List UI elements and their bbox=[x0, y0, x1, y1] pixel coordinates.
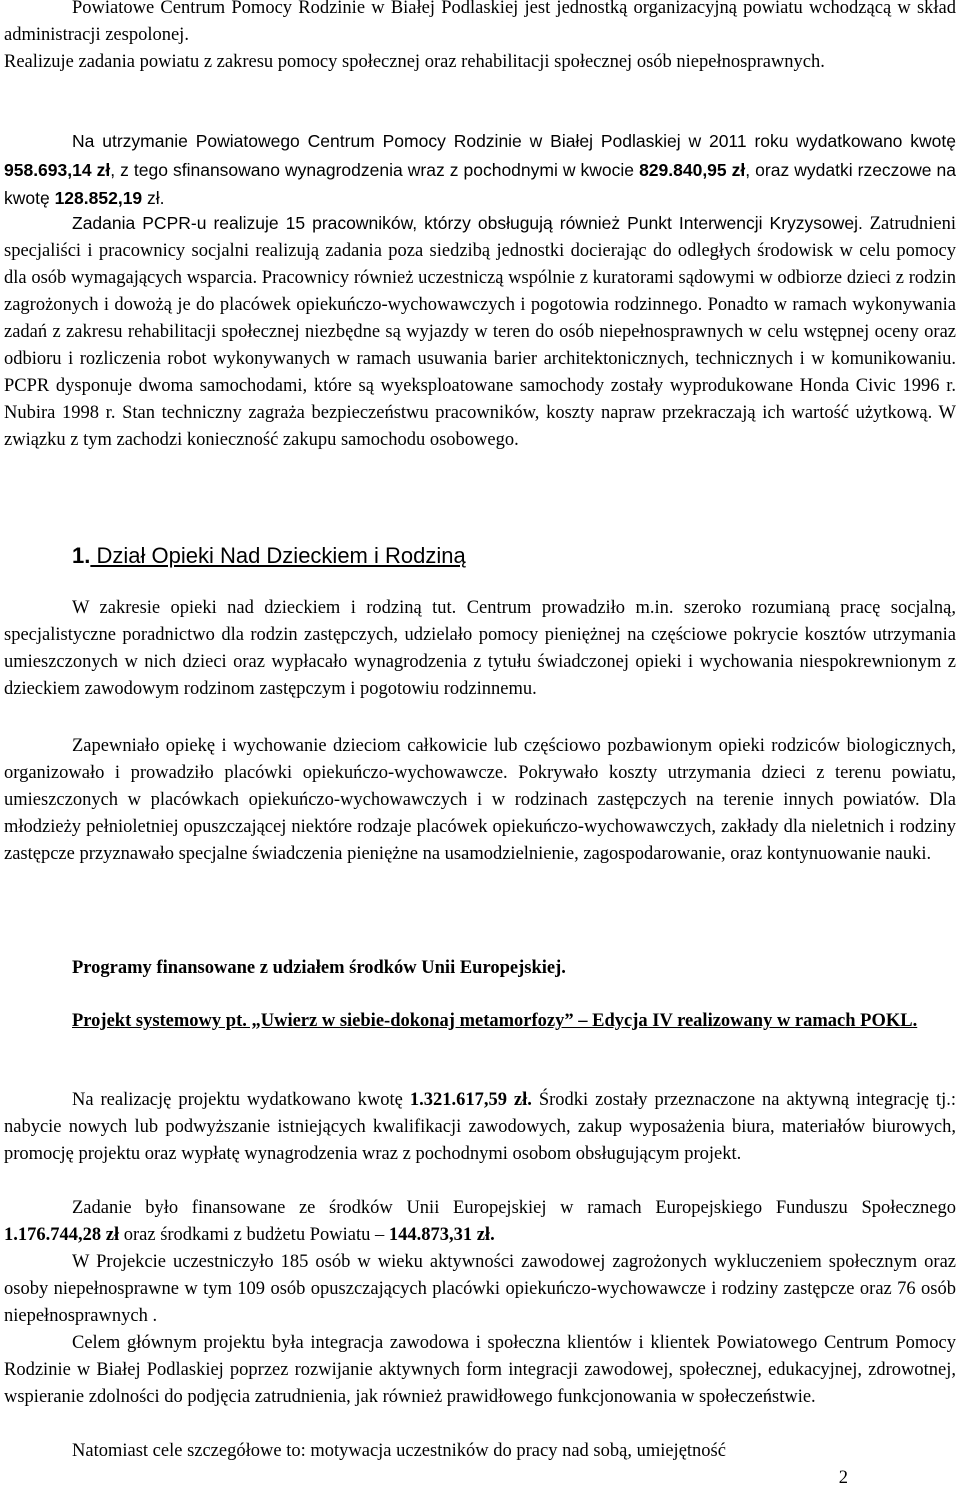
budget-text-3: , oraz wydatki rzeczowe na kwotę bbox=[4, 159, 957, 208]
budget-paragraph bbox=[4, 127, 956, 213]
childcare-paragraph-1: W zakresie opieki nad dzieckiem i rodziną tut. Centrum prowadziło m.in. szeroko rozumianą pracę socjalną, specjalistyczne poradnictwo dla rodzin zastępczych, udzielało pomocy pieniężnej na częściowe pokrycie kosztów utrzymania umieszczonych w nich dzieci oraz wypłacało wynagrodzenia z tytułu świadczonej opieki i wychowania niespokrewnionym z dzieckiem zawodowym rodzinom zastępczym i pogotowiu rodzinnemu. bbox=[4, 598, 956, 699]
funding-eu-amount: 1.176.744,28 zł bbox=[4, 1225, 120, 1245]
funding-paragraph bbox=[4, 1195, 956, 1249]
programs-heading: Programy finansowane z udziałem środków Unii Europejskiej. bbox=[72, 958, 566, 978]
budget-text-2: , z tego sfinansowano wynagrodzenia wraz z pochodnymi w kwocie bbox=[110, 159, 640, 180]
funding-text-2: oraz środkami z budżetu Powiatu – bbox=[119, 1225, 389, 1245]
staff-paragraph bbox=[4, 209, 956, 454]
project-heading: Projekt systemowy pt. „Uwierz w siebie-dokonaj metamorfozy” – Edycja IV realizowany w ramach POKL. bbox=[72, 1011, 918, 1031]
project-spending-paragraph bbox=[4, 1087, 956, 1168]
funding-text-1: Zadanie było finansowane ze środków Unii Europejskiej w ramach Europejskiego Funduszu Społecznego bbox=[72, 1198, 956, 1218]
childcare-paragraph-2: Zapewniało opiekę i wychowanie dzieciom całkowicie lub częściowo pozbawionym opieki rodziców biologicznych, organizowało i prowadziło placówki opiekuńczo-wychowawcze. Pokrywało koszty utrzymania dzieci z terenu powiatu, umieszczonych w placówkach opiekuńczo-wychowawczych i w rodzinach zastępczych na terenie innych powiatów. Dla młodzieży pełnioletniej opuszczającej niektóre rodzaje placówek opiekuńczo-wychowawczych, zakłady dla nieletnich i rodziny zastępcze przyznawało specjalne świadczenia pieniężne na usamodzielnienie, zagospodarowanie, oraz kontynuowanie nauki. bbox=[4, 736, 956, 864]
page-number: 2 bbox=[838, 1468, 848, 1488]
budget-material-amount: 128.852,19 bbox=[54, 188, 143, 208]
funding-county-amount: 144.873,31 zł. bbox=[388, 1225, 495, 1245]
budget-text-1: Na utrzymanie Powiatowego Centrum Pomocy Rodzinie w Białej Podlaskiej w 2011 roku wydatkowano kwotę bbox=[72, 131, 956, 151]
budget-salaries-amount: 829.840,95 zł bbox=[639, 159, 746, 180]
intro-sentence-2: Realizuje zadania powiatu z zakresu pomocy społecznej oraz rehabilitacji społecznej osób niepełnosprawnych. bbox=[4, 52, 825, 72]
staff-text: Zatrudnieni specjaliści i pracownicy socjalni realizują zadania poza siedzibą jednostki docierając do odległych środowisk w celu pomocy dla osób wymagających wsparcia. Pracownicy również uczestniczą wspólnie z kuratorami sądowymi w odbiorze dzieci z rodzin zagrożonych i dowożą je do placówek opiekuńczo-wychowawczych i pogotowia rodzinnego. Ponadto w ramach wykonywania zadań z zakresu rehabilitacji społecznej niezbędne są wyjazdy w teren do osób niepełnosprawnych w celu wstępnej oceny oraz odbioru i rozliczenia robot wykonywanych w ramach usuwania barier architektonicznych, technicznych i w komunikowaniu. PCPR dysponuje dwoma samochodami, które są wyeksploatowane samochody zostały wyprodukowane Honda Civic 1996 r. Nubira 1998 r. Stan techniczny zagraża bezpieczeństwu pracowników, koszty napraw przekraczają ich wartość użytkową. W związku z tym zachodzi konieczność zakupu samochodu osobowego. bbox=[4, 214, 956, 450]
budget-total-amount: 958.693,14 zł bbox=[4, 159, 111, 180]
section-number: 1. bbox=[72, 543, 91, 568]
project-spending-text-2: Środki zostały przeznaczone na aktywną integrację tj.: nabycie nowych lub podwyższanie istniejących kwalifikacji zawodowych, zakup wyposażenia biura, materiałów biurowych, promocję projektu oraz wypłatę wynagrodzenia wraz z pochodnymi osobom obsługującym projekt. bbox=[4, 1090, 956, 1164]
staff-text-sans: Zadania PCPR-u realizuje 15 pracowników, którzy obsługują również Punkt Interwencji Kryzysowej. bbox=[72, 213, 863, 233]
intro-sentence-1: Powiatowe Centrum Pomocy Rodzinie w Białej Podlaskiej jest jednostką organizacyjną powiatu wchodzącą w skład administracji zespolonej. bbox=[4, 0, 956, 45]
objectives-paragraph: Natomiast cele szczegółowe to: motywacja uczestników do pracy nad sobą, umiejętność bbox=[72, 1441, 726, 1461]
intro-paragraph bbox=[4, 0, 956, 76]
budget-text-4: zł. bbox=[142, 188, 165, 208]
participants-paragraph: W Projekcie uczestniczyło 185 osób w wieku aktywności zawodowej zagrożonych wykluczeniem społecznym oraz osoby niepełnosprawne w tym 109 osób opuszczających placówki opiekuńczo-wychowawcze i rodziny zastępcze oraz 76 osób niepełnosprawnych . bbox=[4, 1252, 956, 1326]
project-spending-text-1: Na realizację projektu wydatkowano kwotę bbox=[72, 1090, 410, 1110]
section-heading bbox=[72, 540, 466, 572]
section-title: Dział Opieki Nad Dzieckiem i Rodziną bbox=[90, 543, 466, 568]
project-spending-amount: 1.321.617,59 zł. bbox=[409, 1090, 532, 1110]
goal-paragraph: Celem głównym projektu była integracja zawodowa i społeczna klientów i klientek Powiatowego Centrum Pomocy Rodzinie w Białej Podlaskiej poprzez rozwijanie aktywnych form integracji zawodowej, społecznej, edukacyjnej, zdrowotnej, wspieranie zdolności do podjęcia zatrudnienia, jak również prawidłowego funkcjonowania w społeczeństwie. bbox=[4, 1333, 956, 1407]
